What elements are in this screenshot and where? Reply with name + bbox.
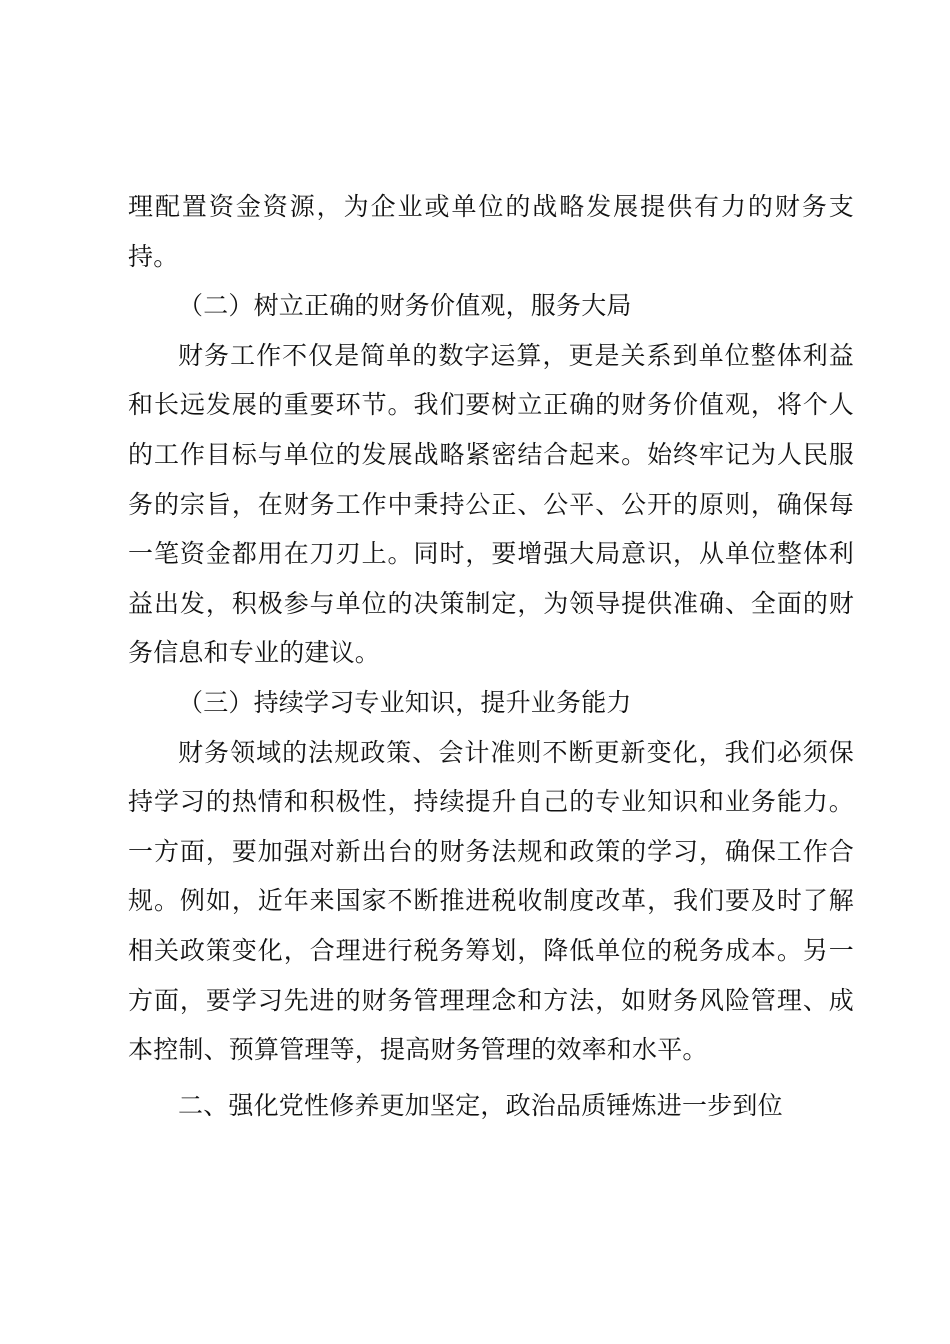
paragraph-financial-values: 财务工作不仅是简单的数字运算，更是关系到单位整体利益和长远发展的重要环节。我们要树立正确的财务价值观，将个人的工作目标与单位的发展战略紧密结合起来。始终牢记为人民服务的宗旨，在财务工作中秉持公正、公平、公开的原则，确保每一笔资金都用在刀刃上。同时，要增强大局意识，从单位整体利益出发，积极参与单位的决策制定，为领导提供准确、全面的财务信息和专业的建议。 bbox=[128, 340, 854, 668]
document-body bbox=[128, 182, 854, 1130]
paragraph-continuous-learning: 财务领域的法规政策、会计准则不断更新变化，我们必须保持学习的热情和积极性，持续提升自己的专业知识和业务能力。一方面，要加强对新出台的财务法规和政策的学习，确保工作合规。例如，近年来国家不断推进税收制度改革，我们要及时了解相关政策变化，合理进行税务筹划，降低单位的税务成本。另一方面，要学习先进的财务管理理念和方法，如财务风险管理、成本控制、预算管理等，提高财务管理的效率和水平。 bbox=[128, 737, 854, 1065]
subheading-2: （二）树立正确的财务价值观，服务大局 bbox=[178, 291, 632, 321]
subheading-3: （三）持续学习专业知识，提升业务能力 bbox=[178, 687, 632, 717]
paragraph-continuation: 理配置资金资源，为企业或单位的战略发展提供有力的财务支持。 bbox=[128, 192, 854, 271]
section-heading-2: 二、强化党性修养更加坚定，政治品质锤炼进一步到位 bbox=[178, 1090, 783, 1120]
